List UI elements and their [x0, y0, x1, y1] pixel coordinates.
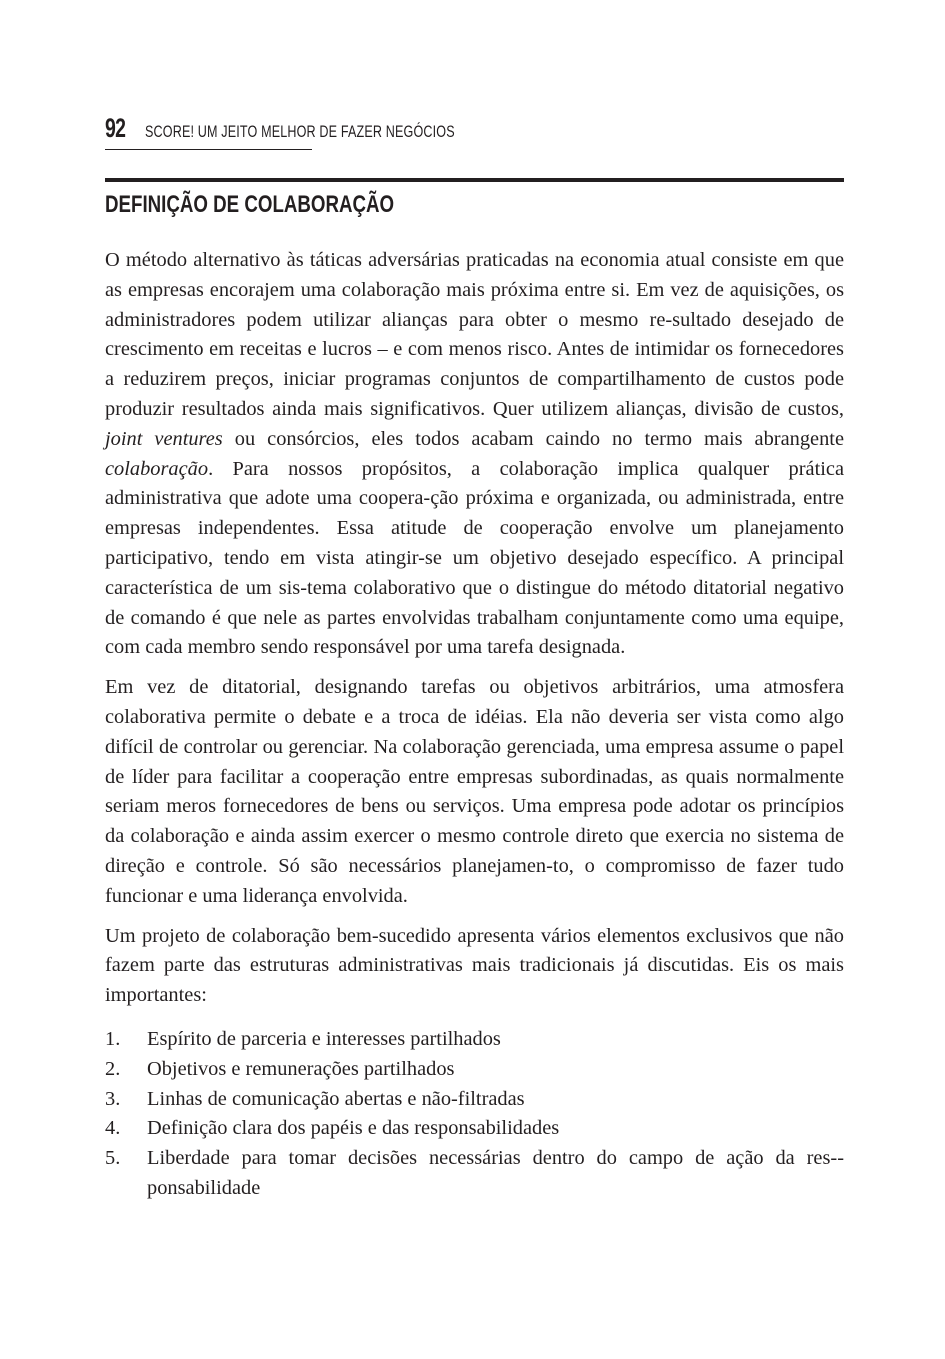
list-item-number: 1.	[105, 1027, 121, 1050]
paragraph-1-text-c: . Para nossos propósitos, a colaboração implica qualquer prática administrativa que adote uma coopera-ção próxima e organizada, ou administrada, entre empresas independentes. Essa atitude de cooperação envolve um planejamento participativo, tendo em vista atingir-se um objetivo desejado específico. A principal característica de um sis-tema colaborativo que o distingue do método ditatorial negativo de comando é que nele as partes envolvidas trabalham conjuntamente como uma equipe, com cada membro sendo responsável por uma tarefa designada.	[105, 457, 844, 659]
list-item-text: Objetivos e remunerações partilhados	[147, 1057, 455, 1080]
italic-colaboracao: colaboração	[105, 457, 209, 480]
list-item	[105, 1144, 844, 1204]
book-title: SCORE! UM JEITO MELHOR DE FAZER NEGÓCIOS	[145, 122, 455, 141]
body-text	[105, 246, 844, 1204]
running-head	[105, 112, 844, 150]
list-item	[105, 1085, 844, 1115]
list-item-number: 3.	[105, 1087, 121, 1110]
page-number: 92	[105, 113, 126, 143]
list-item-text: Espírito de parceria e interesses partilhados	[147, 1027, 501, 1050]
list-item-text: Linhas de comunicação abertas e não-filtradas	[147, 1087, 525, 1110]
paragraph-1-text-b: ou consórcios, eles todos acabam caindo no termo mais abrangente	[222, 427, 844, 450]
section-title: DEFINIÇÃO DE COLABORAÇÃO	[105, 191, 395, 218]
italic-joint-ventures: joint ventures	[105, 427, 223, 450]
list-item	[105, 1055, 844, 1085]
book-page	[105, 112, 844, 1204]
paragraph-1	[105, 246, 844, 663]
list-item	[105, 1114, 844, 1144]
paragraph-1-text-a: O método alternativo às táticas adversárias praticadas na economia atual consiste em que as empresas encorajem uma colaboração mais próxima entre si. Em vez de aquisições, os administradores podem utilizar alianças para obter o mesmo re-sultado desejado de crescimento em receitas e lucros – e com menos risco. Antes de intimidar os fornecedores a reduzirem preços, iniciar programas conjuntos de compartilhamento de custos pode produzir resultados ainda mais significativos. Quer utilizem alianças, divisão de custos,	[105, 249, 844, 420]
header-underline	[105, 149, 312, 150]
section-rule	[105, 178, 844, 182]
principles-list	[105, 1025, 844, 1204]
paragraph-3: Um projeto de colaboração bem-sucedido apresenta vários elementos exclusivos que não fazem parte das estruturas administrativas mais tradicionais já discutidas. Eis os mais importantes:	[105, 924, 844, 1007]
list-item-text: Liberdade para tomar decisões necessárias dentro do campo de ação da res-ponsabilidade	[147, 1147, 844, 1199]
list-item-text: Definição clara dos papéis e das responsabilidades	[147, 1117, 560, 1140]
paragraph-2: Em vez de ditatorial, designando tarefas ou objetivos arbitrários, uma atmosfera colaborativa permite o debate e a troca de idéias. Ela não deveria ser vista como algo difícil de controlar ou gerenciar. Na colaboração gerenciada, uma empresa assume o papel de líder para facilitar a cooperação entre empresas subordinadas, as quais normalmente seriam meros fornecedores de bens ou serviços. Uma empresa pode adotar os princípios da colaboração e ainda assim exercer o mesmo controle direto que exercia no sistema de direção e controle. Só são necessários planejamen-to, o compromisso de fazer tudo funcionar e uma liderança envolvida.	[105, 676, 844, 907]
list-item-number: 2.	[105, 1057, 121, 1080]
list-item-number: 4.	[105, 1117, 121, 1140]
list-item-number: 5.	[105, 1147, 121, 1170]
list-item	[105, 1025, 844, 1055]
